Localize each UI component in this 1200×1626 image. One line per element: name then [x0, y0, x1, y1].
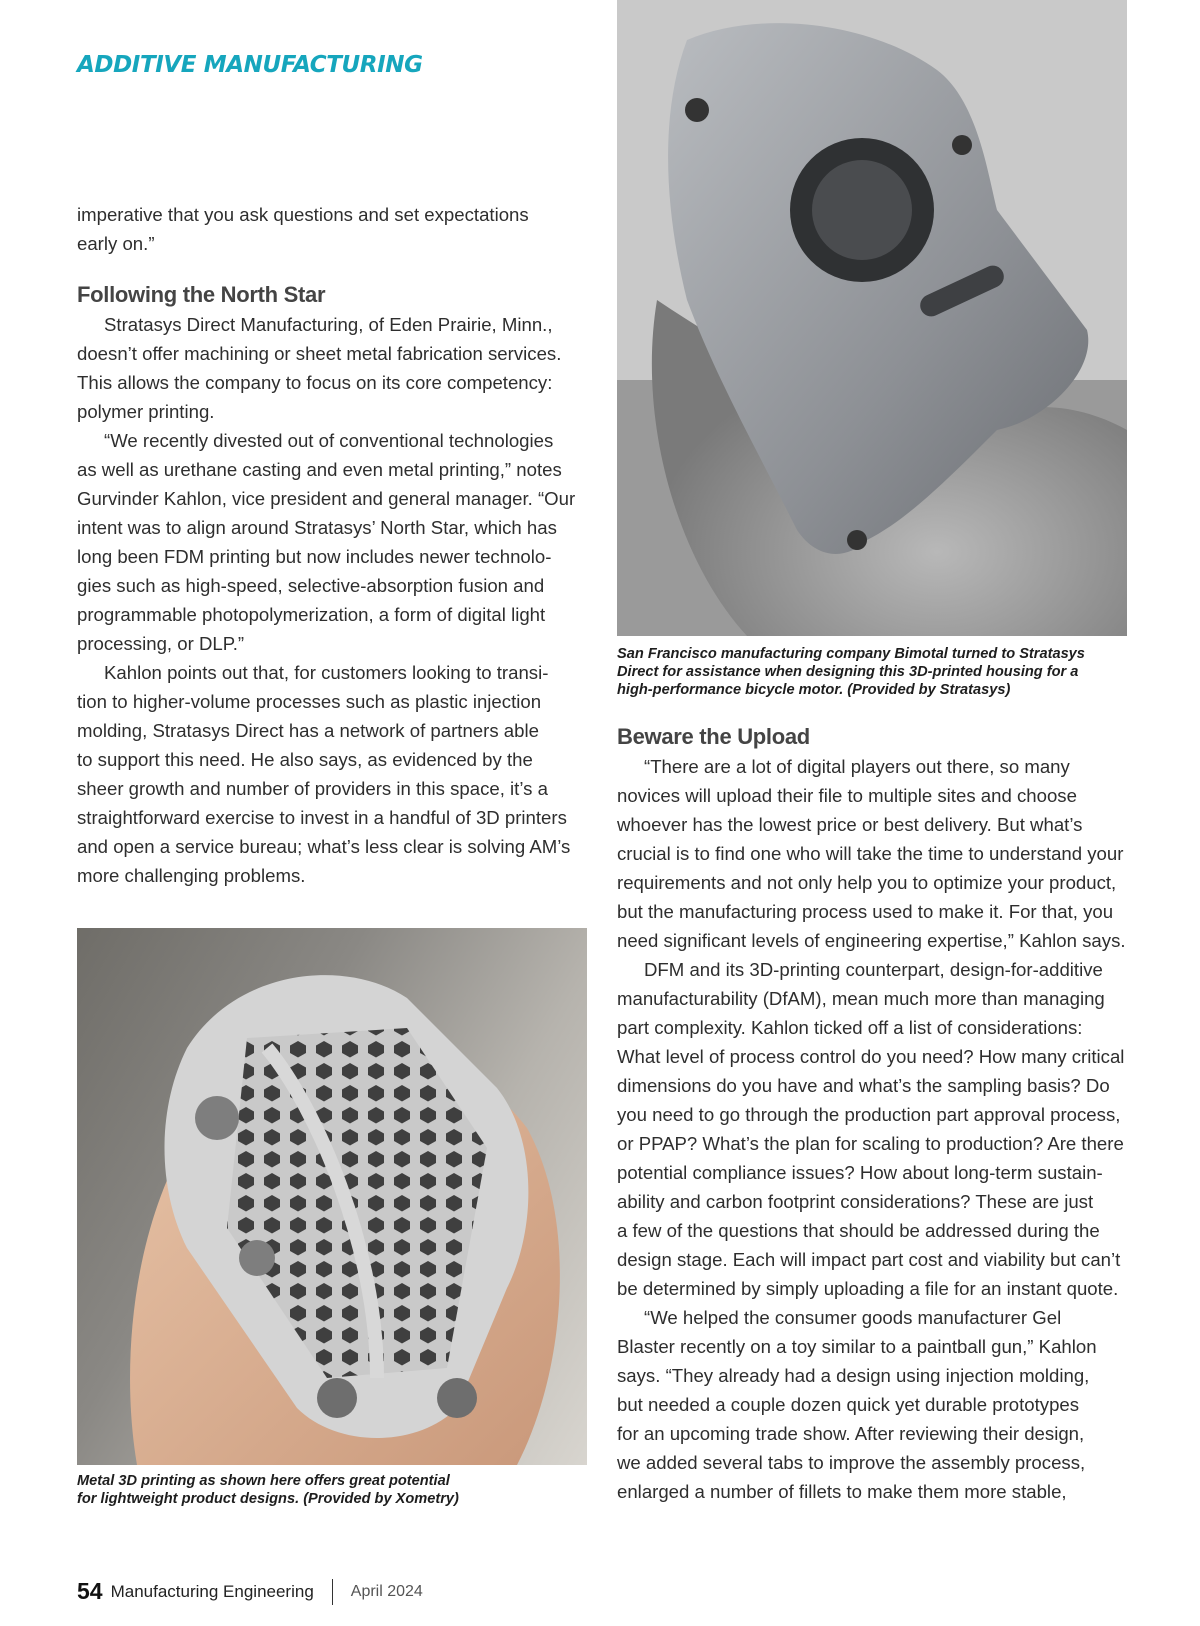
section-heading: Following the North Star [77, 282, 326, 307]
body-paragraph: Stratasys Direct Manufacturing, of Eden Prairie, Minn., doesn’t offer machining or sheet metal fabrication services. This allows the company to focus on its core competency: polymer printing. [77, 314, 562, 422]
body-paragraph: Kahlon points out that, for customers looking to transi- tion to higher-volume processes such as plastic injection molding, Stratasys Direct has a network of partners able to support this need. He also says, as evidenced by the sheer growth and number of providers in this space, it’s a straightforward exercise to invest in a handful of 3D printers and open a service bureau; what’s less clear is solving AM’s more challenging problems. [77, 662, 571, 886]
lattice-photo [77, 928, 587, 1465]
publication-name: Manufacturing Engineering [110, 1581, 314, 1601]
left-column [77, 200, 587, 890]
issue-date: April 2024 [350, 1582, 423, 1600]
footer-divider [332, 1579, 333, 1605]
section-heading: Beware the Upload [617, 724, 810, 749]
page-footer [77, 1578, 423, 1605]
page-number: 54 [77, 1578, 103, 1604]
section-tag: ADDITIVE MANUFACTURING [77, 52, 423, 78]
housing-illustration [617, 0, 1127, 636]
photo-caption-housing: San Francisco manufacturing company Bimotal turned to Stratasys Direct for assistance when designing this 3D-printed housing for a high-performance bicycle motor. (Provided by Stratasys) [617, 646, 1085, 698]
lattice-illustration [77, 928, 587, 1465]
right-column [617, 722, 1129, 1506]
body-paragraph: “There are a lot of digital players out there, so many novices will upload their file to multiple sites and choose whoever has the lowest price or best delivery. But what’s crucial is to find one who will take the time to understand your requirements and not only help you to optimize your product, but the manufacturing process used to make it. For that, you need significant levels of engineering expertise,” Kahlon says. [617, 756, 1126, 951]
body-paragraph: “We helped the consumer goods manufacturer Gel Blaster recently on a toy similar to a paintball gun,” Kahlon says. “They already had a design using injection molding, but needed a couple dozen quick yet durable prototypes for an upcoming trade show. After reviewing their design, we added several tabs to improve the assembly process, enlarged a number of fillets to make them more stable, [617, 1307, 1097, 1502]
housing-photo [617, 0, 1127, 636]
body-paragraph: imperative that you ask questions and set expectations early on.” [77, 204, 529, 254]
body-paragraph: DFM and its 3D-printing counterpart, design-for-additive manufacturability (DfAM), mean much more than managing part complexity. Kahlon ticked off a list of considerations: What level of process control do you need? How many critical dimensions do you have and what’s the sampling basis? Do you need to go through the production part approval process, or PPAP? What’s the plan for scaling to production? Are there potential compliance issues? How about long-term sustain- ability and carbon footprint considerations? These are just a few of the questions that should be addressed during the design stage. Each will impact part cost and viability but can’t be determined by simply uploading a file for an instant quote. [617, 959, 1125, 1299]
photo-caption-lattice: Metal 3D printing as shown here offers great potential for lightweight product designs. (Provided by Xometry) [77, 1473, 459, 1507]
body-paragraph: “We recently divested out of conventional technologies as well as urethane casting and even metal printing,” notes Gurvinder Kahlon, vice president and general manager. “Our intent was to align around Stratasys’ North Star, which has long been FDM printing but now includes newer technolo- gies such as high-speed, selective-absorption fusion and programmable photopolymerization, a form of digital light processing, or DLP.” [77, 430, 576, 654]
